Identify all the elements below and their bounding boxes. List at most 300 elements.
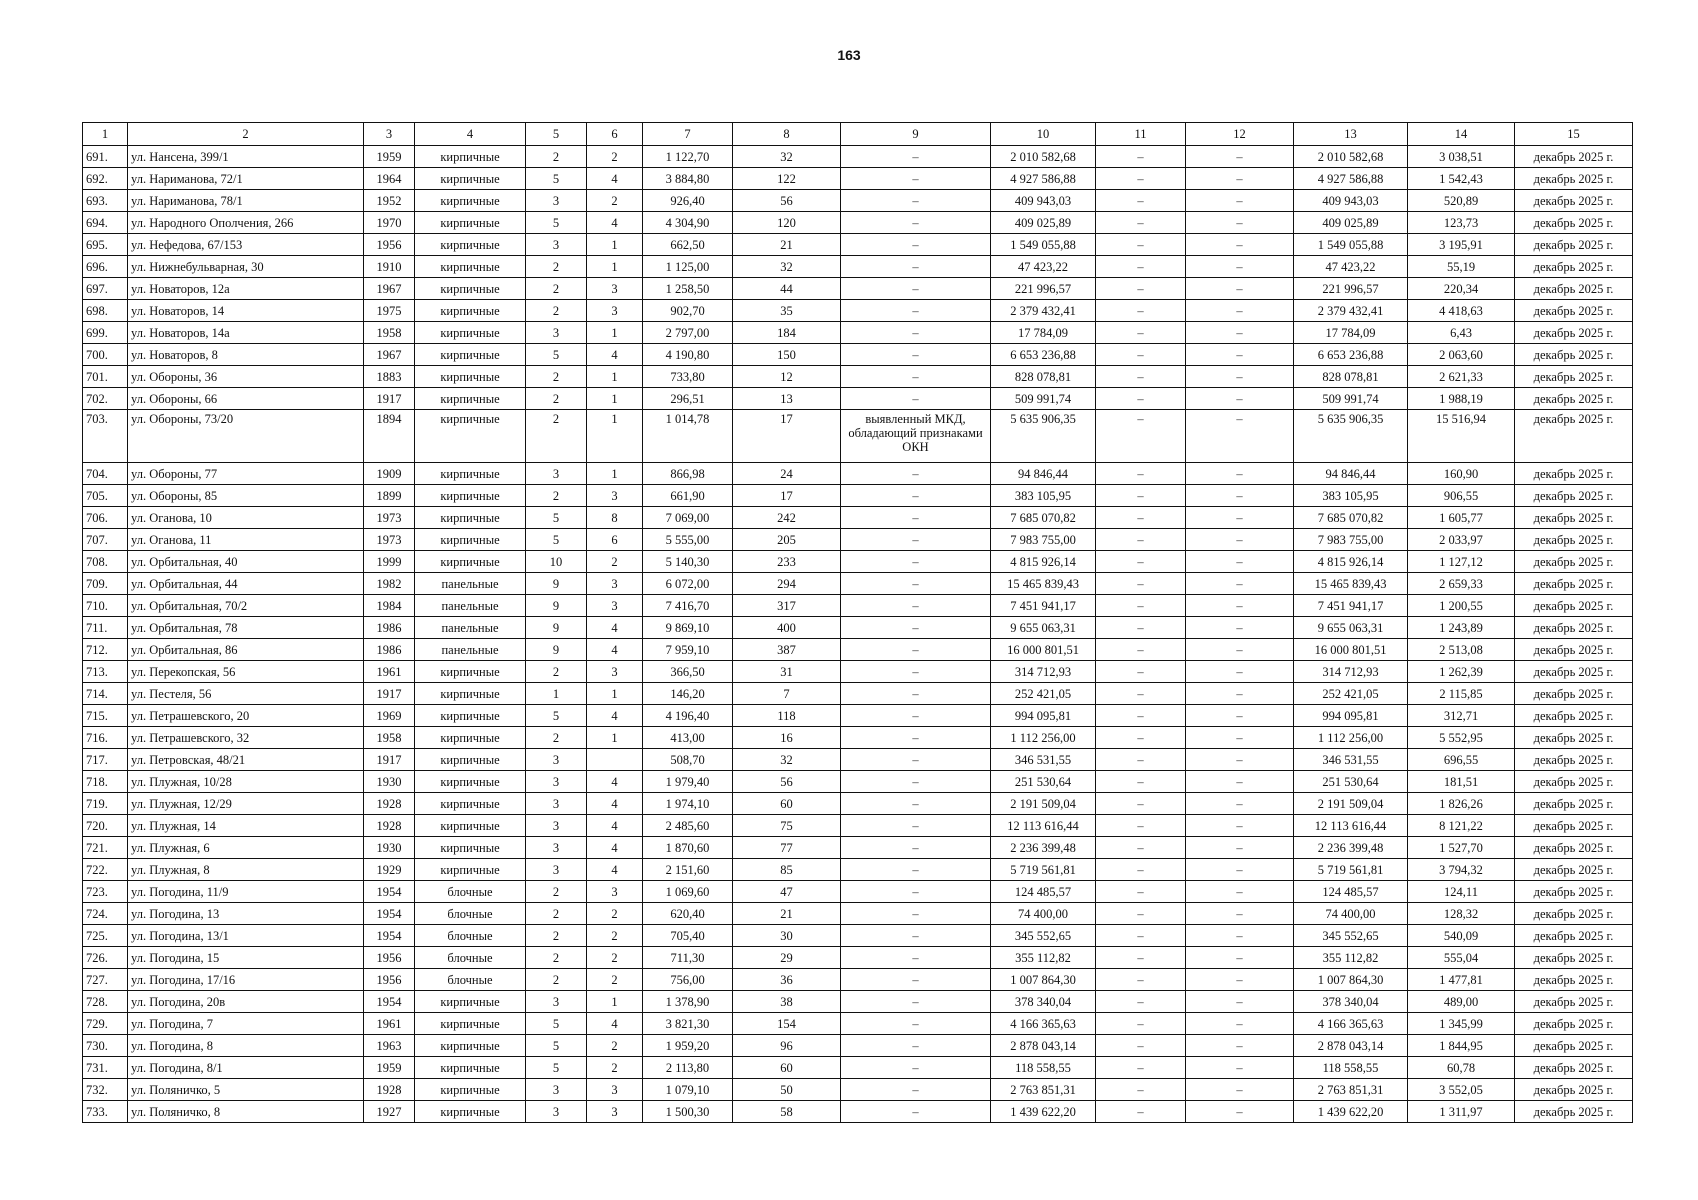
table-cell: 21 (733, 903, 841, 925)
table-cell: 828 078,81 (991, 366, 1096, 388)
table-row (83, 1101, 1633, 1123)
table-cell: 706. (83, 507, 128, 529)
table-cell: – (841, 146, 991, 168)
table-cell: декабрь 2025 г. (1515, 388, 1633, 410)
table-cell: 695. (83, 234, 128, 256)
column-header: 15 (1515, 123, 1633, 146)
table-cell: 2 (587, 925, 643, 947)
table-cell: – (1186, 925, 1294, 947)
table-cell: 1 262,39 (1408, 661, 1515, 683)
table-cell: 233 (733, 551, 841, 573)
table-cell: 30 (733, 925, 841, 947)
table-cell: – (1186, 661, 1294, 683)
table-cell: ул. Новаторов, 12а (128, 278, 364, 300)
table-cell: 1 844,95 (1408, 1035, 1515, 1057)
table-cell: 15 465 839,43 (1294, 573, 1408, 595)
table-cell: кирпичные (415, 278, 526, 300)
table-cell: декабрь 2025 г. (1515, 881, 1633, 903)
table-cell: – (1186, 1101, 1294, 1123)
table-cell: – (841, 256, 991, 278)
table-cell: 150 (733, 344, 841, 366)
table-cell: 146,20 (643, 683, 733, 705)
table-cell: 3 (587, 485, 643, 507)
table-cell: – (1096, 529, 1186, 551)
table-cell: 4 (587, 212, 643, 234)
table-cell: 692. (83, 168, 128, 190)
table-cell: декабрь 2025 г. (1515, 278, 1633, 300)
table-cell: – (1096, 837, 1186, 859)
table-cell: кирпичные (415, 1101, 526, 1123)
table-cell: 383 105,95 (991, 485, 1096, 507)
table-cell: 2 763 851,31 (991, 1079, 1096, 1101)
table-cell: – (841, 991, 991, 1013)
table-cell: 13 (733, 388, 841, 410)
table-row (83, 881, 1633, 903)
table-cell: – (1096, 727, 1186, 749)
table-cell: 2 (526, 903, 587, 925)
table-cell: 1975 (364, 300, 415, 322)
column-header: 6 (587, 123, 643, 146)
table-cell: – (841, 573, 991, 595)
table-cell: 1 (587, 256, 643, 278)
table-cell: кирпичные (415, 212, 526, 234)
table-cell: 4 815 926,14 (1294, 551, 1408, 573)
table-cell: 58 (733, 1101, 841, 1123)
table-cell: – (841, 168, 991, 190)
table-cell: ул. Нефедова, 67/153 (128, 234, 364, 256)
table-cell: ул. Орбитальная, 78 (128, 617, 364, 639)
table-cell: ул. Орбитальная, 44 (128, 573, 364, 595)
table-cell: ул. Погодина, 17/16 (128, 969, 364, 991)
table-cell: блочные (415, 925, 526, 947)
table-cell: 355 112,82 (991, 947, 1096, 969)
table-cell: – (1186, 969, 1294, 991)
table-cell: 1930 (364, 771, 415, 793)
table-cell: 1970 (364, 212, 415, 234)
table-cell: декабрь 2025 г. (1515, 485, 1633, 507)
table-cell: ул. Нижнебульварная, 30 (128, 256, 364, 278)
table-row (83, 705, 1633, 727)
table-cell: – (1096, 617, 1186, 639)
table-cell: 3 (526, 859, 587, 881)
table-cell: 5 (526, 1013, 587, 1035)
table-cell: кирпичные (415, 991, 526, 1013)
table-cell: – (1096, 551, 1186, 573)
table-cell: 2 (526, 278, 587, 300)
column-header: 11 (1096, 123, 1186, 146)
table-cell: – (841, 344, 991, 366)
table-cell: 1961 (364, 661, 415, 683)
table-cell: ул. Нариманова, 78/1 (128, 190, 364, 212)
table-cell: 383 105,95 (1294, 485, 1408, 507)
table-cell: – (1096, 1035, 1186, 1057)
table-cell: 6 653 236,88 (991, 344, 1096, 366)
table-cell: декабрь 2025 г. (1515, 925, 1633, 947)
table-cell: 124 485,57 (1294, 881, 1408, 903)
table-cell: 705. (83, 485, 128, 507)
table-cell: 1984 (364, 595, 415, 617)
table-cell: – (841, 212, 991, 234)
table-cell: 4 (587, 705, 643, 727)
table-cell: кирпичные (415, 344, 526, 366)
table-cell: ул. Пестеля, 56 (128, 683, 364, 705)
table-cell: – (1186, 388, 1294, 410)
table-cell: 1894 (364, 410, 415, 463)
table-cell: декабрь 2025 г. (1515, 507, 1633, 529)
table-cell: – (841, 1057, 991, 1079)
table-cell: 400 (733, 617, 841, 639)
table-cell: декабрь 2025 г. (1515, 1057, 1633, 1079)
table-cell: 15 465 839,43 (991, 573, 1096, 595)
table-cell: – (1186, 507, 1294, 529)
table-cell: кирпичные (415, 322, 526, 344)
table-cell: 2 (526, 727, 587, 749)
table-cell: 7 983 755,00 (991, 529, 1096, 551)
table-cell: 35 (733, 300, 841, 322)
table-cell: – (1186, 991, 1294, 1013)
table-cell: декабрь 2025 г. (1515, 683, 1633, 705)
table-cell: кирпичные (415, 1057, 526, 1079)
table-cell: 55,19 (1408, 256, 1515, 278)
table-cell: 1917 (364, 683, 415, 705)
table-cell: 242 (733, 507, 841, 529)
table-cell: блочные (415, 947, 526, 969)
table-cell: 1 258,50 (643, 278, 733, 300)
table-cell: 3 (526, 322, 587, 344)
table-cell: 1956 (364, 969, 415, 991)
table-cell: 1999 (364, 551, 415, 573)
table-cell: – (1096, 771, 1186, 793)
table-cell: декабрь 2025 г. (1515, 168, 1633, 190)
table-cell: 3 (526, 749, 587, 771)
table-cell: – (1096, 705, 1186, 727)
table-cell: ул. Погодина, 13/1 (128, 925, 364, 947)
table-cell: 5 552,95 (1408, 727, 1515, 749)
housing-registry-table (82, 122, 1633, 1123)
table-cell: 756,00 (643, 969, 733, 991)
table-cell: 1910 (364, 256, 415, 278)
table-cell: ул. Обороны, 85 (128, 485, 364, 507)
table-cell: 8 (587, 507, 643, 529)
table-cell: 1967 (364, 278, 415, 300)
table-cell: 1967 (364, 344, 415, 366)
table-cell: – (1096, 969, 1186, 991)
table-cell: 709. (83, 573, 128, 595)
table-cell: 2 (526, 947, 587, 969)
table-cell: 4 166 365,63 (1294, 1013, 1408, 1035)
table-cell: 1959 (364, 146, 415, 168)
column-header: 1 (83, 123, 128, 146)
table-cell: 160,90 (1408, 463, 1515, 485)
table-cell: – (1186, 146, 1294, 168)
table-cell: 2 (526, 146, 587, 168)
table-cell: 1 (587, 991, 643, 1013)
table-cell: декабрь 2025 г. (1515, 256, 1633, 278)
table-cell: 5 (526, 1035, 587, 1057)
table-cell: 698. (83, 300, 128, 322)
table-cell: – (1186, 881, 1294, 903)
table-cell: – (1096, 639, 1186, 661)
table-cell: 7 451 941,17 (1294, 595, 1408, 617)
table-cell: 3 (587, 661, 643, 683)
table-cell: 489,00 (1408, 991, 1515, 1013)
table-cell: 1969 (364, 705, 415, 727)
table-cell: 123,73 (1408, 212, 1515, 234)
table-cell: 3 195,91 (1408, 234, 1515, 256)
table-cell: ул. Народного Ополчения, 266 (128, 212, 364, 234)
table-cell: 387 (733, 639, 841, 661)
table-cell: 12 (733, 366, 841, 388)
table-cell: ул. Перекопская, 56 (128, 661, 364, 683)
table-cell: – (841, 925, 991, 947)
table-cell: 3 (526, 815, 587, 837)
table-cell: 2 (526, 925, 587, 947)
table-cell: 994 095,81 (1294, 705, 1408, 727)
table-cell: 994 095,81 (991, 705, 1096, 727)
table-cell: – (841, 322, 991, 344)
table-row (83, 1013, 1633, 1035)
table-cell: 1 (587, 322, 643, 344)
table-cell: – (841, 1035, 991, 1057)
table-cell: – (1186, 322, 1294, 344)
table-cell: 1 477,81 (1408, 969, 1515, 991)
table-row (83, 727, 1633, 749)
table-cell: 74 400,00 (1294, 903, 1408, 925)
table-cell: ул. Новаторов, 14 (128, 300, 364, 322)
table-cell: 1 (587, 234, 643, 256)
table-cell: 3 (526, 1079, 587, 1101)
table-cell: 1958 (364, 727, 415, 749)
table-cell: 1982 (364, 573, 415, 595)
table-cell: 710. (83, 595, 128, 617)
table-cell: 2 (526, 969, 587, 991)
table-row (83, 925, 1633, 947)
table-cell: 7 416,70 (643, 595, 733, 617)
table-cell: 509 991,74 (1294, 388, 1408, 410)
table-cell: 1 439 622,20 (991, 1101, 1096, 1123)
table-cell: – (1186, 639, 1294, 661)
table-cell: 540,09 (1408, 925, 1515, 947)
table-cell: ул. Нансена, 399/1 (128, 146, 364, 168)
table-cell: 17 (733, 410, 841, 463)
table-cell: 691. (83, 146, 128, 168)
table-cell: 703. (83, 410, 128, 463)
table-cell: 712. (83, 639, 128, 661)
table-row (83, 1035, 1633, 1057)
table-cell: – (1096, 1057, 1186, 1079)
table-cell: 94 846,44 (1294, 463, 1408, 485)
table-cell: 3 821,30 (643, 1013, 733, 1035)
table-cell: – (1186, 837, 1294, 859)
table-cell: 314 712,93 (991, 661, 1096, 683)
table-cell: 1961 (364, 1013, 415, 1035)
table-cell: 3 (587, 278, 643, 300)
table-cell: – (1186, 749, 1294, 771)
table-cell: – (1096, 661, 1186, 683)
table-cell: 694. (83, 212, 128, 234)
table-cell: 1 439 622,20 (1294, 1101, 1408, 1123)
table-cell: декабрь 2025 г. (1515, 300, 1633, 322)
table-cell: – (1096, 925, 1186, 947)
table-cell: кирпичные (415, 507, 526, 529)
table-cell: 346 531,55 (991, 749, 1096, 771)
table-cell: – (1096, 903, 1186, 925)
table-cell: – (1096, 388, 1186, 410)
table-cell: 1963 (364, 1035, 415, 1057)
table-cell: 409 025,89 (991, 212, 1096, 234)
table-cell: 251 530,64 (1294, 771, 1408, 793)
table-row (83, 168, 1633, 190)
table-cell: 5 (526, 344, 587, 366)
table-cell: декабрь 2025 г. (1515, 529, 1633, 551)
table-cell: 4 (587, 1013, 643, 1035)
table-cell: декабрь 2025 г. (1515, 793, 1633, 815)
table-cell: декабрь 2025 г. (1515, 551, 1633, 573)
table-cell: 708. (83, 551, 128, 573)
table-cell: 24 (733, 463, 841, 485)
table-cell: 10 (526, 551, 587, 573)
table-cell: декабрь 2025 г. (1515, 212, 1633, 234)
table-cell: 3 (526, 771, 587, 793)
table-cell: 4 927 586,88 (991, 168, 1096, 190)
table-cell: ул. Погодина, 20в (128, 991, 364, 1013)
table-cell: – (1096, 256, 1186, 278)
table-cell: 2 (587, 969, 643, 991)
table-cell: 9 (526, 595, 587, 617)
table-cell: декабрь 2025 г. (1515, 595, 1633, 617)
table-cell: 9 869,10 (643, 617, 733, 639)
table-cell: 1954 (364, 925, 415, 947)
table-cell: 2 010 582,68 (991, 146, 1096, 168)
table-cell: декабрь 2025 г. (1515, 859, 1633, 881)
table-cell: декабрь 2025 г. (1515, 947, 1633, 969)
table-cell: 4 (587, 771, 643, 793)
table-cell: 16 (733, 727, 841, 749)
table-cell: – (841, 300, 991, 322)
table-cell: декабрь 2025 г. (1515, 573, 1633, 595)
table-cell: кирпичные (415, 1079, 526, 1101)
table-row (83, 366, 1633, 388)
table-cell: 1928 (364, 793, 415, 815)
table-cell: – (1186, 815, 1294, 837)
table-cell: 9 (526, 639, 587, 661)
column-header: 7 (643, 123, 733, 146)
table-cell: 17 (733, 485, 841, 507)
table-cell: – (841, 507, 991, 529)
table-cell: 1 (587, 366, 643, 388)
table-cell: 2 (587, 947, 643, 969)
table-cell: 2 621,33 (1408, 366, 1515, 388)
table-row (83, 1079, 1633, 1101)
table-cell: 2 (587, 190, 643, 212)
table-cell: ул. Петрашевского, 32 (128, 727, 364, 749)
table-cell: декабрь 2025 г. (1515, 837, 1633, 859)
table-cell: 1956 (364, 234, 415, 256)
column-header: 10 (991, 123, 1096, 146)
table-row (83, 529, 1633, 551)
table-cell: 118 (733, 705, 841, 727)
table-cell: 1 378,90 (643, 991, 733, 1013)
table-cell: 719. (83, 793, 128, 815)
table-cell: 1954 (364, 991, 415, 1013)
table-cell: 85 (733, 859, 841, 881)
table-row (83, 463, 1633, 485)
table-cell: 6 072,00 (643, 573, 733, 595)
table-cell: 38 (733, 991, 841, 1013)
table-cell: 3 (587, 1079, 643, 1101)
table-row (83, 507, 1633, 529)
table-cell: 77 (733, 837, 841, 859)
table-cell: 1 (587, 463, 643, 485)
table-cell: – (1186, 947, 1294, 969)
table-cell: кирпичные (415, 463, 526, 485)
table-cell: 7 (733, 683, 841, 705)
table-cell: 4 (587, 344, 643, 366)
table-cell: декабрь 2025 г. (1515, 815, 1633, 837)
table-cell: 12 113 616,44 (1294, 815, 1408, 837)
table-cell: – (1096, 463, 1186, 485)
table-cell: 1973 (364, 529, 415, 551)
table-cell: 44 (733, 278, 841, 300)
table-cell: 2 (587, 551, 643, 573)
table-cell: 2 191 509,04 (991, 793, 1096, 815)
table-row (83, 322, 1633, 344)
table-cell: 4 418,63 (1408, 300, 1515, 322)
table-cell: 2 (526, 300, 587, 322)
table-row (83, 485, 1633, 507)
table-cell: 3 (526, 1101, 587, 1123)
table-cell: – (1186, 410, 1294, 463)
table-cell: – (1096, 881, 1186, 903)
table-cell: 707. (83, 529, 128, 551)
table-cell: – (1096, 1079, 1186, 1101)
table-cell: ул. Новаторов, 14а (128, 322, 364, 344)
table-cell: – (1186, 234, 1294, 256)
table-cell: 5 555,00 (643, 529, 733, 551)
table-cell: кирпичные (415, 551, 526, 573)
table-cell: – (1186, 300, 1294, 322)
table-cell: – (1186, 278, 1294, 300)
table-cell: 4 (587, 793, 643, 815)
table-cell: 2 379 432,41 (1294, 300, 1408, 322)
table-cell: 1 127,12 (1408, 551, 1515, 573)
table-cell: 1899 (364, 485, 415, 507)
table-row (83, 344, 1633, 366)
table-cell: 711. (83, 617, 128, 639)
table-cell: 3 (526, 463, 587, 485)
table-cell: 715. (83, 705, 128, 727)
table-cell: кирпичные (415, 168, 526, 190)
table-cell: – (1186, 793, 1294, 815)
table-cell: 1 200,55 (1408, 595, 1515, 617)
table-cell: декабрь 2025 г. (1515, 617, 1633, 639)
table-cell: 409 025,89 (1294, 212, 1408, 234)
table-cell: ул. Погодина, 8/1 (128, 1057, 364, 1079)
table-cell: 118 558,55 (991, 1057, 1096, 1079)
table-cell: ул. Погодина, 8 (128, 1035, 364, 1057)
table-cell: 718. (83, 771, 128, 793)
table-row (83, 815, 1633, 837)
table-cell: – (841, 1101, 991, 1123)
table-cell: 2 (526, 366, 587, 388)
table-cell: 1 (587, 727, 643, 749)
column-header: 5 (526, 123, 587, 146)
table-cell: 926,40 (643, 190, 733, 212)
table-cell: 3 (526, 234, 587, 256)
table-cell: 4 (587, 617, 643, 639)
table-cell: декабрь 2025 г. (1515, 771, 1633, 793)
table-cell: 5 (526, 507, 587, 529)
